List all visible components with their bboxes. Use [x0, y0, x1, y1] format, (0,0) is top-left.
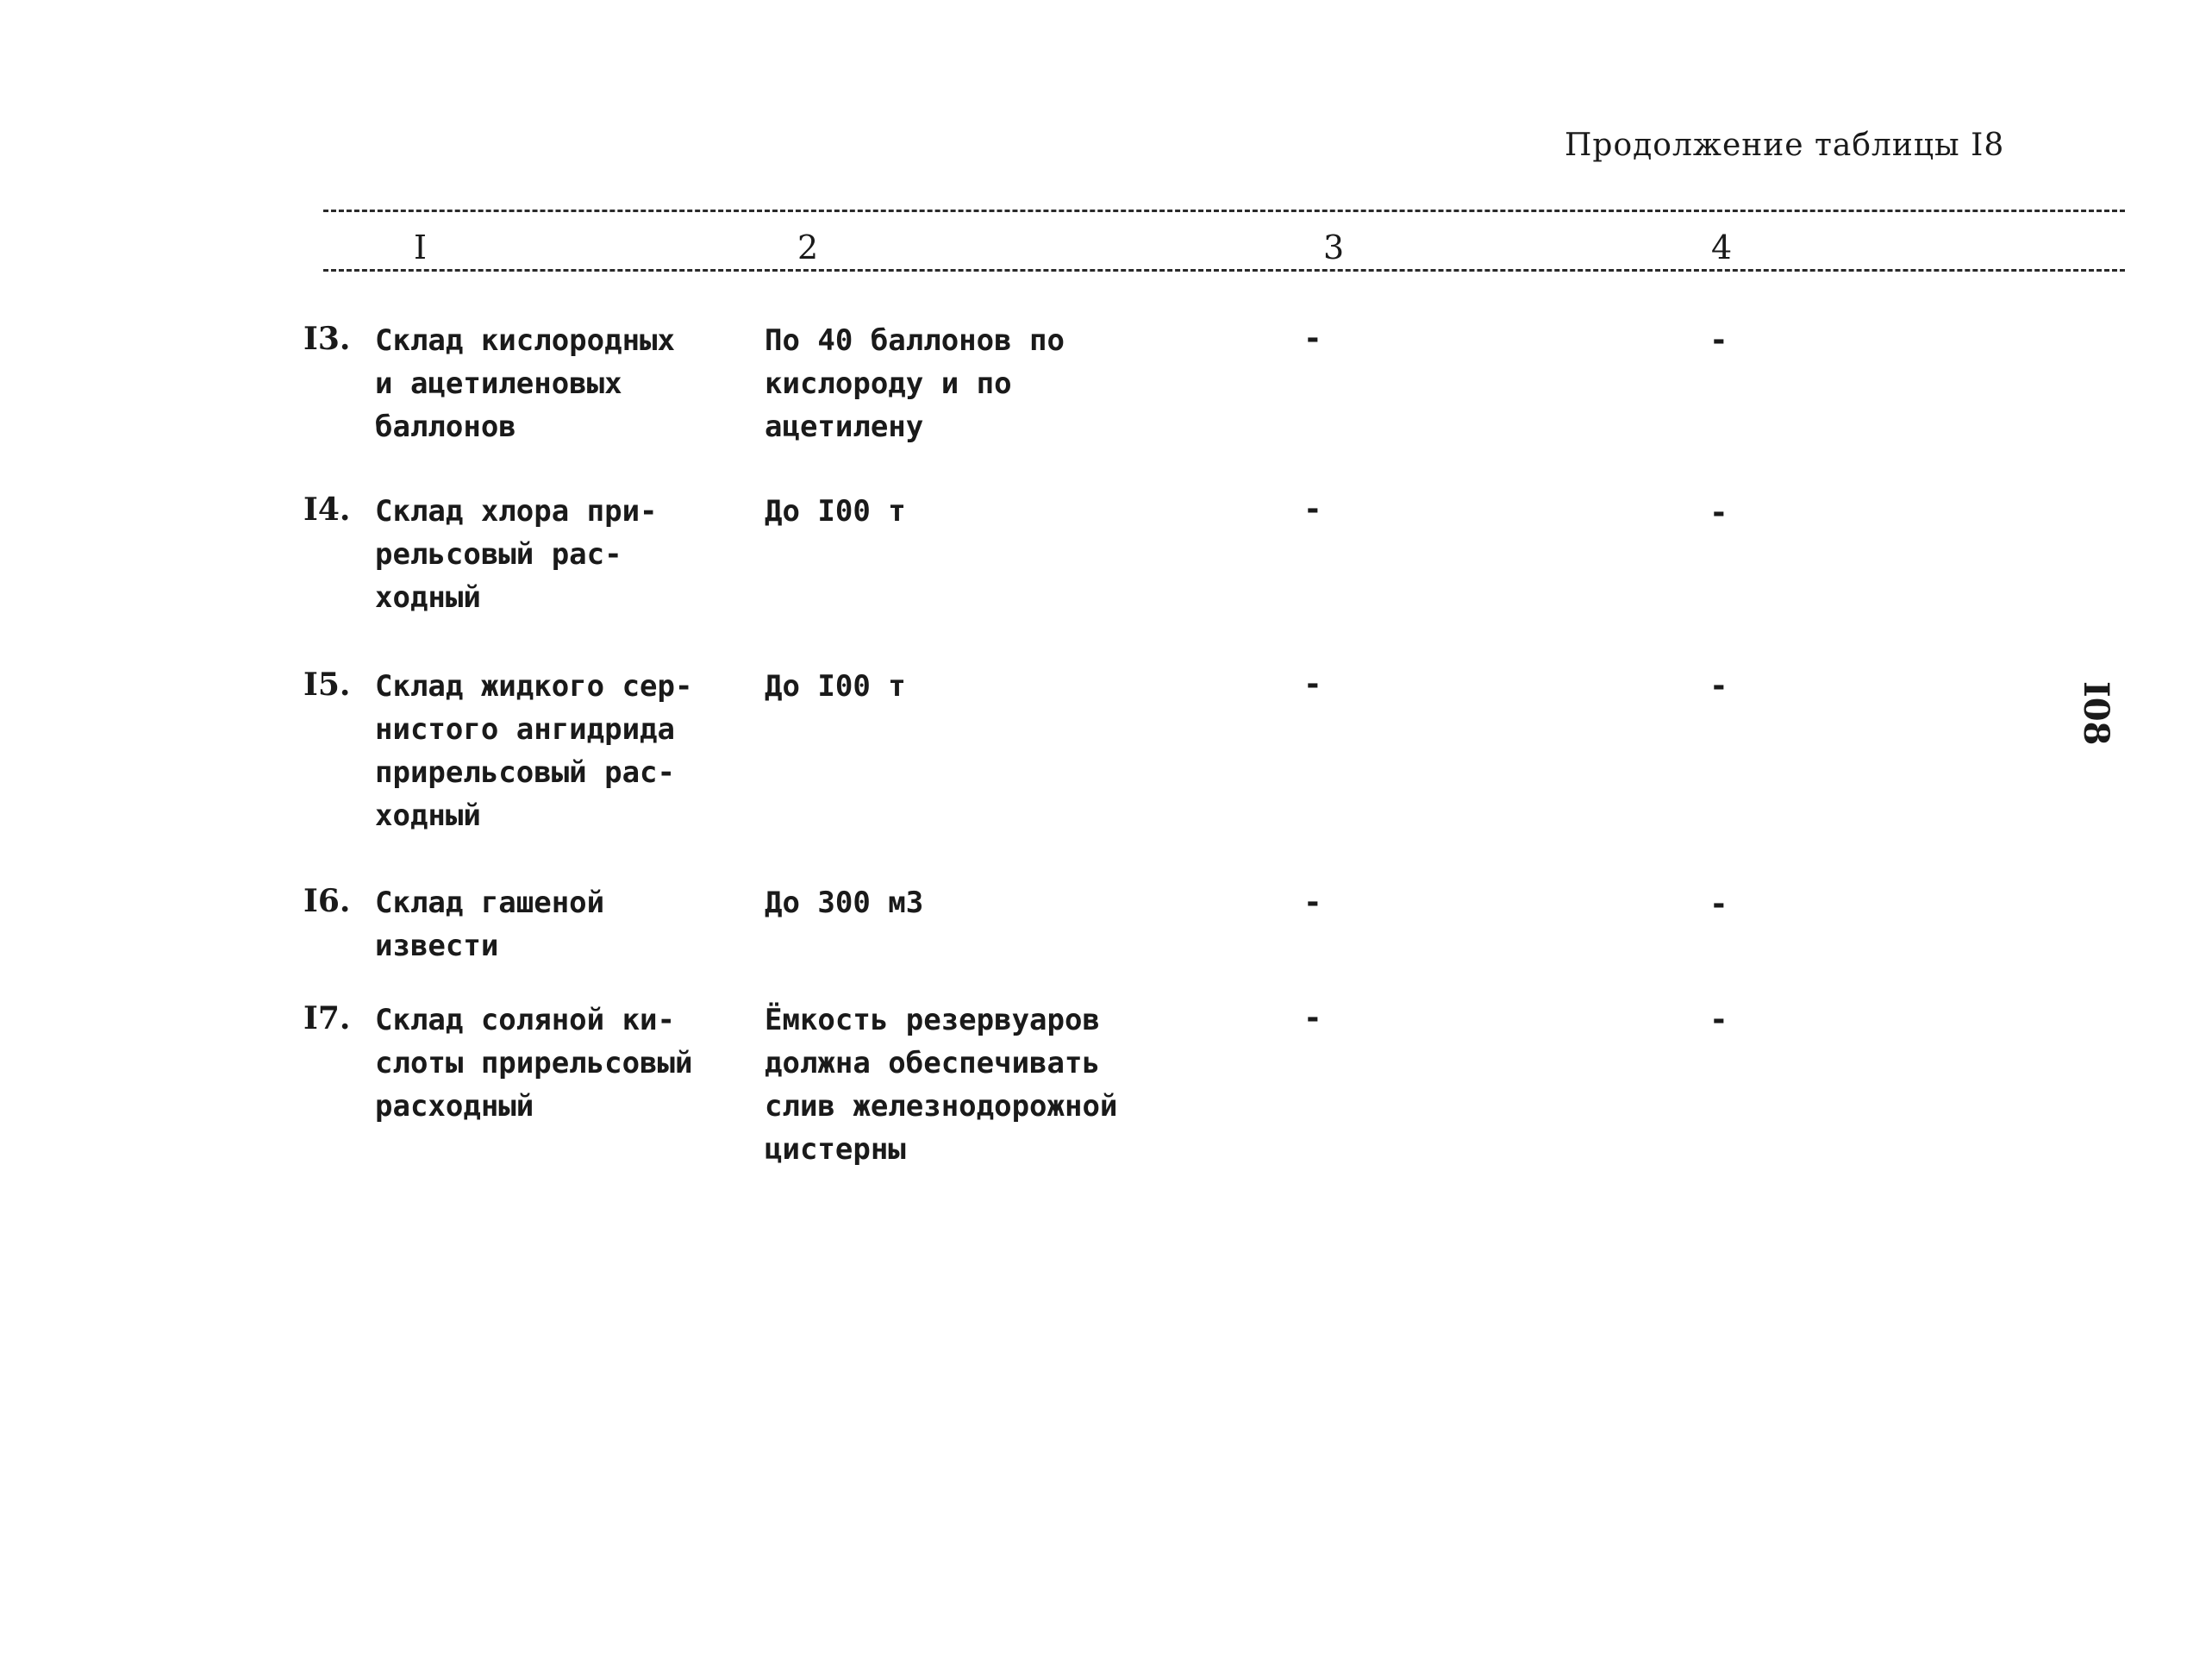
row-col4: -: [1709, 1002, 1728, 1037]
column-header-4: 4: [1711, 229, 1733, 266]
row-col4: -: [1709, 886, 1728, 922]
row-col3: -: [1303, 1000, 1322, 1036]
column-header-3: 3: [1323, 229, 1345, 266]
row-number: I6.: [303, 883, 351, 919]
row-col4: -: [1709, 668, 1728, 704]
row-number: I7.: [303, 1000, 351, 1036]
row-name: Склад кислородных и ацетиленовых баллонов: [375, 323, 675, 444]
column-header-1: I: [414, 229, 428, 266]
row-col3: -: [1303, 492, 1322, 527]
row-col3: -: [1303, 885, 1322, 920]
row-col4: -: [1709, 495, 1728, 530]
table-top-rule: [323, 210, 2125, 212]
row-capacity: До 300 м3: [765, 886, 924, 920]
row-col4: -: [1709, 322, 1728, 358]
row-capacity: До I00 т: [765, 669, 906, 704]
page-number: I08: [2076, 681, 2116, 746]
row-number: I3.: [303, 321, 351, 357]
row-capacity: До I00 т: [765, 494, 906, 529]
row-capacity: По 40 баллонов по кислороду и по ацетилену: [765, 323, 1065, 444]
row-col3: -: [1303, 667, 1322, 702]
row-name: Склад гашеной извести: [375, 886, 605, 963]
row-capacity: Ёмкость резервуаров должна обеспечивать слив железнодорожной цистерны: [765, 1003, 1118, 1167]
row-col3: -: [1303, 321, 1322, 356]
row-name: Склад хлора при- рельсовый рас- ходный: [375, 494, 658, 615]
column-header-2: 2: [797, 229, 819, 266]
row-name: Склад соляной ки- слоты прирельсовый расходный: [375, 1003, 693, 1124]
table-caption: Продолжение таблицы I8: [1565, 128, 2005, 163]
row-number: I4.: [303, 492, 351, 528]
row-number: I5.: [303, 667, 351, 703]
table-header-rule: [323, 269, 2125, 272]
row-name: Склад жидкого сер- нистого ангидрида прирельсовый рас- ходный: [375, 669, 693, 833]
